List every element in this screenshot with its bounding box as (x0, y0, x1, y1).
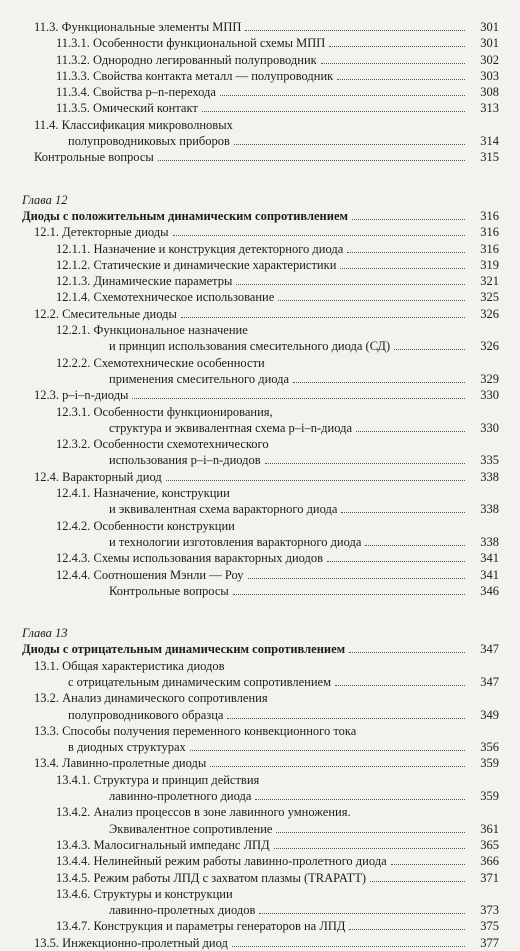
dot-leader (365, 545, 465, 546)
toc-page-number: 315 (480, 150, 499, 165)
toc-entry-text: 12.2. Смесительные диоды (34, 306, 177, 321)
dot-leader (166, 480, 465, 481)
dot-leader (233, 594, 465, 595)
toc-page-number: 330 (480, 388, 499, 403)
toc-page-number: 308 (480, 85, 499, 100)
toc-entry (0, 420, 520, 436)
toc-page-number: 335 (480, 453, 499, 468)
toc-page-number: 330 (480, 420, 499, 435)
toc-entry (0, 902, 520, 918)
dot-leader (245, 30, 465, 31)
toc-entry-text: лавинно-пролетного диода (109, 789, 252, 804)
dot-leader (340, 268, 465, 269)
toc-page-number: 302 (480, 52, 499, 67)
toc-entry-text: Диоды с положительным динамическим сопротивлением (22, 208, 349, 223)
toc-entry (0, 755, 520, 771)
dot-leader (202, 111, 465, 112)
toc-page-number: 319 (480, 257, 499, 272)
toc-page-number: 359 (480, 756, 499, 771)
chapter-label (0, 192, 520, 208)
toc-entry-text: 12.3.1. Особенности функционирования, (56, 404, 273, 419)
toc-entry-text: 13.4. Лавинно-пролетные диоды (34, 756, 207, 771)
dot-leader (220, 95, 465, 96)
toc-entry (0, 583, 520, 599)
dot-leader (391, 864, 465, 865)
toc-entry-text: 13.4.5. Режим работы ЛПД с захватом плазмы (TRAPATT) (56, 870, 367, 885)
toc-page-number: 373 (480, 903, 499, 918)
toc-entry-text: 12.3. p–i–n-диоды (34, 388, 129, 403)
toc-page-number: 338 (480, 469, 499, 484)
toc-entry-text: 12.1. Детекторные диоды (34, 225, 169, 240)
toc-entry-text: 13.4.2. Анализ процессов в зоне лавинного умножения. (56, 805, 351, 820)
toc-entry-text: 13.1. Общая характеристика диодов (34, 658, 225, 673)
toc-page-number: 375 (480, 919, 499, 934)
toc-page-number: 301 (480, 20, 499, 34)
toc-entry (0, 723, 520, 739)
toc-entry-text: применения смесительного диода (109, 371, 290, 386)
toc-entry (0, 68, 520, 84)
toc-page-number: 314 (480, 134, 499, 149)
toc-entry-text: 11.3. Функциональные элементы МПП (34, 20, 242, 34)
dot-leader (278, 300, 465, 301)
dot-leader (329, 46, 465, 47)
toc-entry-text: 11.4. Классификация микроволновых (34, 117, 233, 132)
dot-leader (349, 929, 465, 930)
toc-entry-text: 12.1.2. Статические и динамические характеристики (56, 257, 337, 272)
dot-leader (234, 144, 465, 145)
dot-leader (341, 512, 465, 513)
toc-entry (0, 84, 520, 100)
toc-page-number: 346 (480, 583, 499, 598)
toc-entry-text: 12.2.2. Схемотехнические особенности (56, 355, 265, 370)
toc-entry (0, 739, 520, 755)
section-gap (0, 599, 520, 625)
toc-entry-text: 12.4.3. Схемы использования варакторных диодов (56, 551, 324, 566)
dot-leader (327, 561, 465, 562)
toc-entry (0, 837, 520, 853)
toc-entry (0, 52, 520, 68)
dot-leader (337, 79, 465, 80)
toc-entry (0, 804, 520, 820)
toc-entry (0, 567, 520, 583)
toc-entry (0, 117, 520, 133)
toc-entry-text: Глава 12 (22, 192, 68, 207)
toc-entry (0, 35, 520, 51)
toc-page-number: 338 (480, 534, 499, 549)
dot-leader (335, 685, 465, 686)
toc-entry-text: Эквивалентное сопротивление (109, 821, 273, 836)
toc-entry (0, 469, 520, 485)
toc-entry (0, 658, 520, 674)
toc-entry-text: 13.5. Инжекционно-пролетный диод (34, 935, 228, 950)
toc-page-number: 361 (480, 821, 499, 836)
toc-page-number: 347 (480, 642, 499, 657)
dot-leader (227, 718, 465, 719)
toc-page-number: 366 (480, 854, 499, 869)
toc-entry-text: полупроводниковых приборов (68, 134, 230, 149)
toc-entry-text: 11.3.1. Особенности функциональной схемы МПП (56, 36, 326, 51)
dot-leader (370, 881, 465, 882)
chapter-title (0, 208, 520, 224)
toc-entry (0, 371, 520, 387)
toc-page-number: 341 (480, 551, 499, 566)
toc-entry-text: лавинно-пролетных диодов (109, 903, 256, 918)
dot-leader (248, 578, 465, 579)
dot-leader (158, 160, 465, 161)
toc-entry-text: 11.3.5. Омический контакт (56, 101, 198, 116)
dot-leader (394, 349, 465, 350)
toc-entry-text: 12.3.2. Особенности схемотехнического (56, 437, 269, 452)
toc-entry-text: 13.3. Способы получения переменного конвекционного тока (34, 723, 357, 738)
toc-entry-text: 13.4.3. Малосигнальный импеданс ЛПД (56, 837, 270, 852)
toc-entry (0, 387, 520, 403)
toc-entry-text: 13.2. Анализ динамического сопротивления (34, 691, 268, 706)
toc-entry-text: 13.4.1. Структура и принцип действия (56, 772, 260, 787)
toc-entry-text: 12.1.1. Назначение и конструкция детекторного диода (56, 241, 344, 256)
dot-leader (259, 913, 465, 914)
chapter-title (0, 641, 520, 657)
toc-entry (0, 935, 520, 951)
toc-entry-text: 13.4.7. Конструкция и параметры генераторов на ЛПД (56, 919, 346, 934)
toc-entry-text: 12.4.2. Особенности конструкции (56, 518, 235, 533)
toc-entry (0, 257, 520, 273)
dot-leader (190, 750, 465, 751)
dot-leader (232, 946, 465, 947)
toc-entry (0, 788, 520, 804)
dot-leader (356, 431, 465, 432)
toc-page-number: 316 (480, 241, 499, 256)
toc-entry (0, 355, 520, 371)
toc-entry-text: 11.3.3. Свойства контакта металл — полупроводник (56, 68, 334, 83)
toc-page-number: 325 (480, 290, 499, 305)
toc-entry (0, 821, 520, 837)
toc-entry (0, 886, 520, 902)
dot-leader (276, 832, 465, 833)
toc-page-number: 329 (480, 371, 499, 386)
toc-entry-text: 11.3.2. Однородно легированный полупроводник (56, 52, 317, 67)
toc-entry-text: 12.4.1. Назначение, конструкции (56, 486, 230, 501)
toc-entry (0, 707, 520, 723)
toc-entry (0, 19, 520, 35)
dot-leader (265, 463, 465, 464)
toc-entry-text: с отрицательным динамическим сопротивлением (68, 674, 332, 689)
toc-entry-text: в диодных структурах (68, 740, 186, 755)
toc-entry (0, 133, 520, 149)
toc-entry (0, 322, 520, 338)
toc-page-number: 371 (480, 870, 499, 885)
chapter-label (0, 625, 520, 641)
toc-entry-text: структура и эквивалентная схема p–i–n-диода (109, 420, 353, 435)
toc-entry-text: 12.2.1. Функциональное назначение (56, 323, 248, 338)
toc-entry (0, 452, 520, 468)
toc-page-number: 365 (480, 837, 499, 852)
toc-page-number: 313 (480, 101, 499, 116)
dot-leader (352, 219, 465, 220)
toc-entry (0, 690, 520, 706)
toc-entry (0, 674, 520, 690)
toc-page-number: 316 (480, 208, 499, 223)
toc-entry (0, 241, 520, 257)
section-gap (0, 166, 520, 192)
dot-leader (321, 63, 465, 64)
toc-page-number: 301 (480, 36, 499, 51)
dot-leader (173, 235, 465, 236)
toc-entry (0, 289, 520, 305)
toc-entry-text: Контрольные вопросы (109, 583, 229, 598)
toc-entry-text: полупроводникового образца (68, 707, 224, 722)
toc-page-number: 303 (480, 68, 499, 83)
dot-leader (132, 398, 465, 399)
toc-page-number: 377 (480, 935, 499, 950)
toc-page-number: 338 (480, 502, 499, 517)
toc-page-number: 359 (480, 789, 499, 804)
toc-entry (0, 772, 520, 788)
toc-entry (0, 149, 520, 165)
toc-entry-text: 12.1.4. Схемотехническое использование (56, 290, 275, 305)
toc-entry-text: Глава 13 (22, 626, 68, 641)
toc-entry (0, 485, 520, 501)
toc-entry (0, 518, 520, 534)
dot-leader (210, 766, 465, 767)
toc-entry-text: и технологии изготовления варакторного диода (109, 534, 362, 549)
toc-entry (0, 550, 520, 566)
toc-entry (0, 306, 520, 322)
toc-entry-text: и эквивалентная схема варакторного диода (109, 502, 338, 517)
toc-entry (0, 501, 520, 517)
dot-leader (181, 317, 465, 318)
toc-entry-text: 12.1.3. Динамические параметры (56, 274, 233, 289)
toc-entry (0, 273, 520, 289)
toc-entry (0, 100, 520, 116)
table-of-contents (0, 19, 520, 951)
toc-entry (0, 404, 520, 420)
toc-entry (0, 870, 520, 886)
toc-page-number: 326 (480, 339, 499, 354)
toc-page-number: 326 (480, 306, 499, 321)
toc-entry-text: 11.3.4. Свойства p–n-перехода (56, 85, 216, 100)
dot-leader (293, 382, 465, 383)
toc-entry (0, 534, 520, 550)
toc-page-number: 356 (480, 740, 499, 755)
toc-page-number: 316 (480, 225, 499, 240)
toc-entry-text: 12.4. Варакторный диод (34, 469, 162, 484)
toc-entry-text: 13.4.6. Структуры и конструкции (56, 886, 233, 901)
toc-page-number: 347 (480, 674, 499, 689)
toc-entry-text: Контрольные вопросы (34, 150, 154, 165)
toc-entry (0, 436, 520, 452)
toc-page-number: 321 (480, 274, 499, 289)
toc-entry (0, 338, 520, 354)
toc-entry (0, 853, 520, 869)
toc-entry-text: 13.4.4. Нелинейный режим работы лавинно-пролетного диода (56, 854, 387, 869)
toc-entry (0, 918, 520, 934)
toc-entry-text: Диоды с отрицательным динамическим сопротивлением (22, 642, 346, 657)
dot-leader (347, 252, 465, 253)
toc-entry (0, 224, 520, 240)
toc-entry-text: и принцип использования смесительного диода (СД) (109, 339, 391, 354)
toc-page-number: 349 (480, 707, 499, 722)
dot-leader (274, 848, 465, 849)
dot-leader (236, 284, 465, 285)
toc-page-number: 341 (480, 567, 499, 582)
toc-entry-text: использования p–i–n-диодов (109, 453, 261, 468)
toc-entry-text: 12.4.4. Соотношения Мэнли — Роу (56, 567, 244, 582)
dot-leader (349, 652, 465, 653)
